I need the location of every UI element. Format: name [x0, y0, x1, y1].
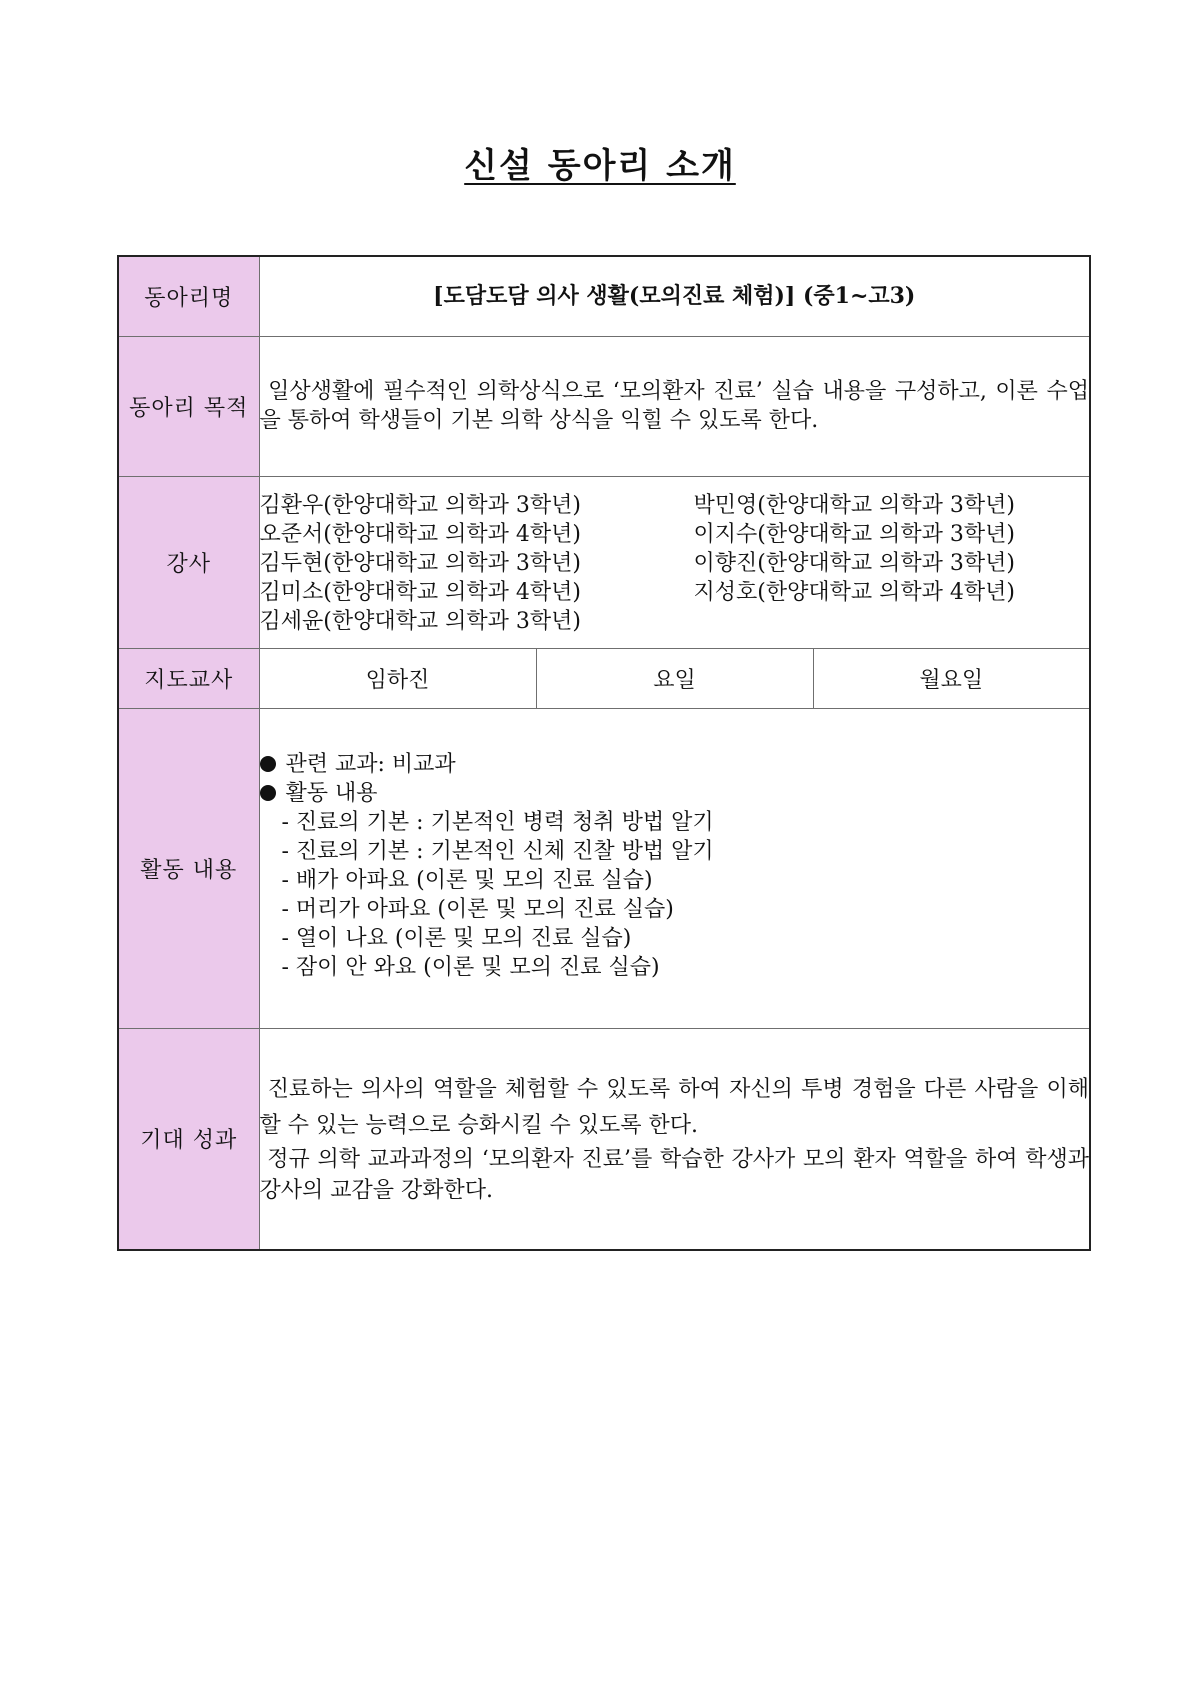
club-name-value: [도담도담 의사 생활(모의진료 체험)] (중1~고3): [259, 256, 1090, 336]
teacher-name: 임하진: [259, 648, 536, 708]
activity-bullet: [260, 750, 1090, 779]
lecturer-name: 이향진(한양대학교 의학과 3학년): [693, 550, 1015, 576]
bullet-icon: [260, 785, 276, 801]
lecturer-name: 김미소(한양대학교 의학과 4학년): [259, 579, 581, 605]
lecturer-name: 이지수(한양대학교 의학과 3학년): [693, 521, 1015, 547]
teacher-row: [118, 648, 1090, 708]
lecturer-list: [260, 489, 1090, 636]
activity-label: 활동 내용: [118, 708, 259, 1028]
club-name-label: 동아리명: [118, 256, 259, 336]
activity-item: - 배가 아파요 (이론 및 모의 진료 실습): [281, 868, 653, 893]
club-name-row: [118, 256, 1090, 336]
activity-list: [260, 750, 1090, 982]
activity-row: [118, 708, 1090, 1028]
purpose-text: 일상생활에 필수적인 의학상식으로 ‘모의환자 진료’ 실습 내용을 구성하고, 이론 수업을 통하여 학생들이 기본 의학 상식을 익힐 수 있도록 한다.: [259, 336, 1090, 476]
outcome-label: 기대 성과: [118, 1028, 259, 1250]
activity-cell: [259, 708, 1090, 1028]
club-info-table: [117, 255, 1097, 1251]
bullet-icon: [260, 756, 276, 772]
teacher-label: 지도교사: [118, 648, 259, 708]
bullet-text: 활동 내용: [285, 781, 378, 806]
outcome-row: [118, 1028, 1090, 1250]
lecturer-name: 박민영(한양대학교 의학과 3학년): [693, 492, 1015, 518]
activity-item: - 진료의 기본 : 기본적인 병력 청취 방법 알기: [281, 810, 714, 835]
page-title: 신설 동아리 소개: [464, 146, 736, 186]
outcome-cell: [259, 1028, 1097, 1250]
bullet-text: 관련 교과: 비교과: [285, 752, 456, 777]
lecturer-name: 김두현(한양대학교 의학과 3학년): [259, 550, 581, 576]
lecturer-label: 강사: [118, 476, 259, 648]
purpose-label: 동아리 목적: [118, 336, 259, 476]
activity-bullet: [260, 779, 1090, 808]
outcome-paragraph: 정규 의학 교과과정의 ‘모의환자 진료’를 학습한 강사가 모의 환자 역할을 하여 학생과 강사의 교감을 강화한다.: [259, 1146, 1097, 1203]
lecturer-name: 오준서(한양대학교 의학과 4학년): [259, 521, 581, 547]
outcome-paragraph: 진료하는 의사의 역할을 체험할 수 있도록 하여 자신의 투병 경험을 다른 사람을 이해할 수 있는 능력으로 승화시킬 수 있도록 한다.: [259, 1076, 1090, 1138]
activity-item: - 머리가 아파요 (이론 및 모의 진료 실습): [281, 897, 674, 922]
lecturer-cell: [259, 476, 1090, 648]
activity-item: - 잠이 안 와요 (이론 및 모의 진료 실습): [281, 955, 660, 980]
lecturer-row: [118, 476, 1090, 648]
lecturer-name: 지성호(한양대학교 의학과 4학년): [693, 579, 1015, 605]
day-label: 요일: [536, 648, 813, 708]
activity-item: - 진료의 기본 : 기본적인 신체 진찰 방법 알기: [281, 839, 714, 864]
activity-item: - 열이 나요 (이론 및 모의 진료 실습): [281, 926, 632, 951]
purpose-row: [118, 336, 1090, 476]
lecturer-name: 김세윤(한양대학교 의학과 3학년): [259, 608, 581, 634]
day-value: 월요일: [813, 648, 1090, 708]
lecturer-name: 김환우(한양대학교 의학과 3학년): [259, 492, 581, 518]
